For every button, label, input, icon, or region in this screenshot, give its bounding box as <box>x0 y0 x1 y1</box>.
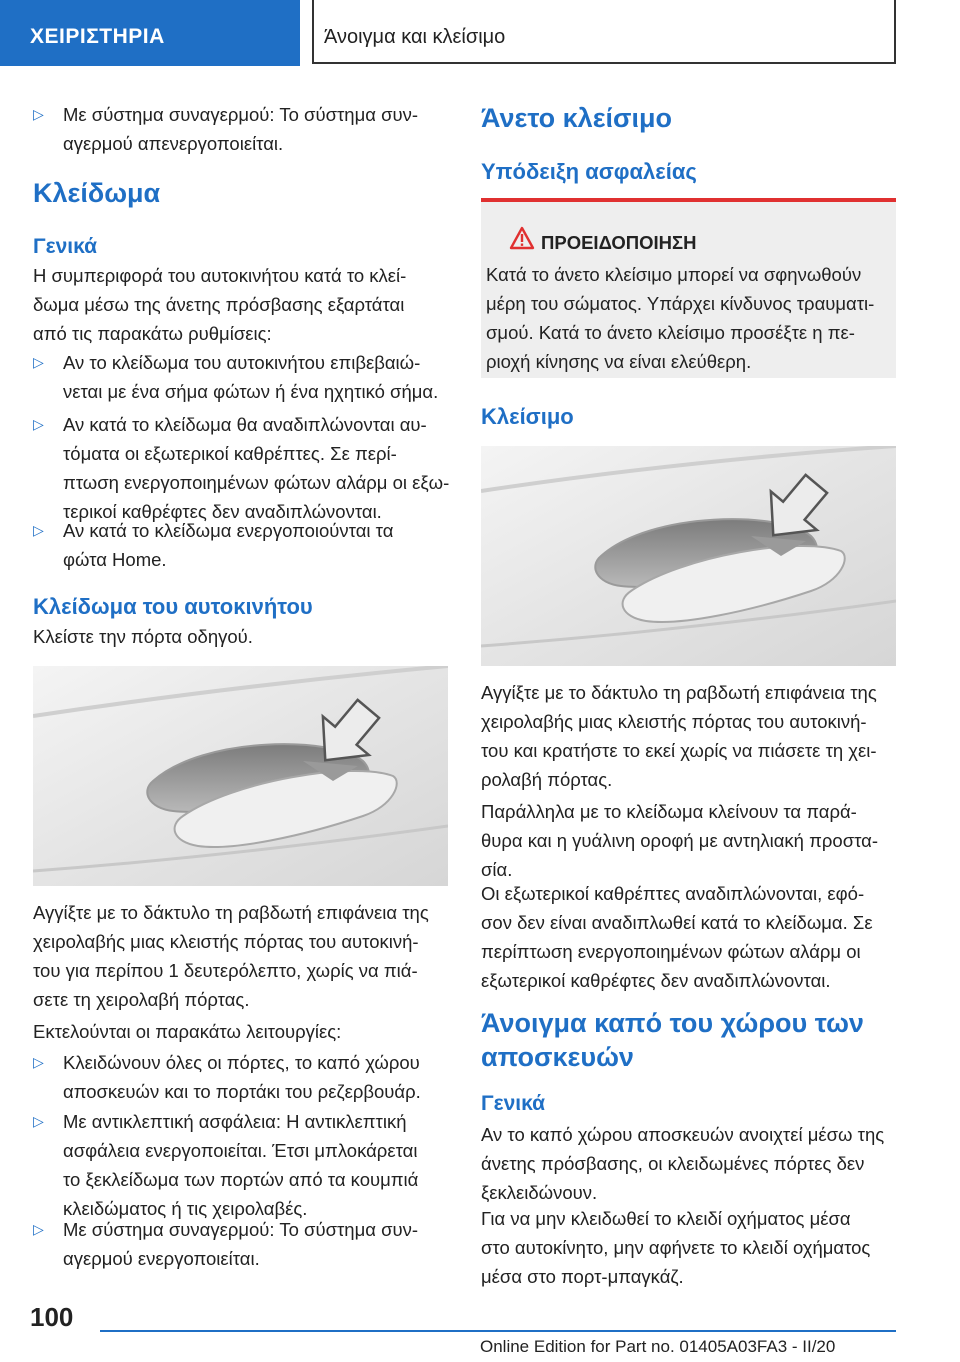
warning-box <box>481 198 896 378</box>
footer-edition: Online Edition for Part no. 01405A03FA3 - II/20 <box>480 1337 836 1356</box>
bullet-home-lights: ▷ Αν κατά το κλείδωμα ενεργοποιούνται τα φώτα Home. <box>33 516 483 574</box>
car-lock-paragraph: Κλείστε την πόρτα οδηγού. <box>33 626 253 647</box>
triangle-bullet-icon: ▷ <box>33 416 44 432</box>
warning-title: ΠΡΟΕΙΔΟΠΟΙΗΣΗ <box>541 232 697 253</box>
trunk-general-paragraph: Αν το καπό χώρου αποσκευών ανοιχτεί μέσω της άνετης πρόσβασης, οι κλειδωμένες πόρτες δεν ξεκλειδώνουν. <box>481 1124 885 1203</box>
door-handle-photo-2 <box>481 446 896 666</box>
topic-title: Άνοιγμα και κλείσιμο <box>324 26 506 48</box>
triangle-bullet-icon: ▷ <box>33 354 44 370</box>
section-tab <box>0 0 300 66</box>
bullet-alarm-on: ▷ Με σύστημα συναγερμού: Το σύστημα συν- αγερμού ενεργοποιείται. <box>33 1215 483 1273</box>
triangle-bullet-icon: ▷ <box>33 1113 44 1129</box>
bullet-antitheft: ▷ Με αντικλεπτική ασφάλεια: Η αντικλεπτική ασφάλεια ενεργοποιείται. Έτσι μπλοκάρεται το ξεκλείδωμα των πορτών από τα κουμπιά κλειδώματος ή τις χειρολαβές. <box>33 1107 483 1223</box>
door-handle-photo <box>33 666 448 886</box>
heading-comfort-close: Άνετο κλείσιμο <box>481 103 672 133</box>
triangle-bullet-icon: ▷ <box>33 106 44 122</box>
bullet-signal: ▷ Αν το κλείδωμα του αυτοκινήτου επιβεβαιώ- νεται με ένα σήμα φώτων ή ένα ηχητικό σήμα. <box>33 348 483 406</box>
footer-divider <box>100 1330 896 1332</box>
page-header <box>0 0 960 66</box>
heading-general: Γενικά <box>33 235 98 258</box>
heading-general-2: Γενικά <box>481 1092 546 1115</box>
bullet-all-doors: ▷ Κλειδώνουν όλες οι πόρτες, το καπό χώρου αποσκευών και το πορτάκι του ρεζερβουάρ. <box>33 1048 483 1106</box>
key-paragraph: Για να μην κλειδωθεί το κλειδί οχήματος μέσα στο αυτοκίνητο, μην αφήνετε το κλειδί οχήματος μέσα στο πορτ-μπαγκάζ. <box>481 1208 871 1287</box>
general-paragraph: Η συμπεριφορά του αυτοκινήτου κατά το κλεί- δωμα μέσω της άνετης πρόσβασης εξαρτάται από τις παρακάτω ρυθμίσεις: <box>33 265 407 344</box>
windows-roof-paragraph: Παράλληλα με το κλείδωμα κλείνουν τα παρά- θυρα και η γυάλινη οροφή με αντηλιακή προστα- σία. <box>481 801 879 880</box>
bullet-mirrors: ▷ Αν κατά το κλείδωμα θα αναδιπλώνονται αυ- τόματα οι εξωτερικοί καθρέπτες. Σε περί- πτωση ενεργοποιημένων φώτων αλάρμ οι εξω- τερικοί καθρέφτες δεν αναδιπλώνονται. <box>33 410 483 526</box>
warning-text: Κατά το άνετο κλείσιμο μπορεί να σφηνωθούν μέρη του σώματος. Υπάρχει κίνδυνος τραυματι- σμού. Κατά το άνετο κλείσιμο προσέξτε η πε- ριοχή κίνησης να είναι ελεύθερη. <box>486 264 875 372</box>
heading-safety-note: Υπόδειξη ασφαλείας <box>481 159 697 184</box>
heading-lock: Κλείδωμα <box>33 178 161 208</box>
triangle-bullet-icon: ▷ <box>33 1054 44 1070</box>
bullet-alarm-off: ▷ Με σύστημα συναγερμού: Το σύστημα συν- αγερμού απενεργοποιείται. <box>33 100 478 158</box>
triangle-bullet-icon: ▷ <box>33 1221 44 1237</box>
functions-paragraph: Εκτελούνται οι παρακάτω λειτουργίες: <box>33 1021 342 1042</box>
heading-closing: Κλείσιμο <box>481 404 574 429</box>
topic-box <box>312 0 896 64</box>
closing-paragraph: Αγγίξτε με το δάκτυλο τη ραβδωτή επιφάνεια της χειρολαβής μιας κλειστής πόρτας του αυτοκινή- του και κρατήστε το εκεί χωρίς να πιάσετε τη χει- ρολαβή πόρτας. <box>481 682 877 790</box>
heading-trunk-open: Άνοιγμα καπό του χώρου των αποσκευών <box>481 1008 864 1072</box>
mirrors-paragraph: Οι εξωτερικοί καθρέπτες αναδιπλώνονται, εφό- σον δεν είναι αναδιπλωθεί κατά το κλείδωμα. Σε περίπτωση ενεργοποιημένων φώτων αλάρμ οι εξωτερικοί καθρέφτες δεν αναδιπλώνονται. <box>481 883 873 991</box>
triangle-bullet-icon: ▷ <box>33 522 44 538</box>
page-number: 100 <box>30 1302 74 1332</box>
heading-car-lock: Κλείδωμα του αυτοκινήτου <box>33 594 313 619</box>
warning-triangle-icon <box>509 226 535 250</box>
touch-paragraph: Αγγίξτε με το δάκτυλο τη ραβδωτή επιφάνεια της χειρολαβής μιας κλειστής πόρτας του αυτοκινή- του για περίπου 1 δευτερόλεπτο, χωρίς να πιά- σετε τη χειρολαβή πόρτας. <box>33 902 429 1010</box>
section-title: ΧΕΙΡΙΣΤΗΡΙΑ <box>30 25 165 48</box>
